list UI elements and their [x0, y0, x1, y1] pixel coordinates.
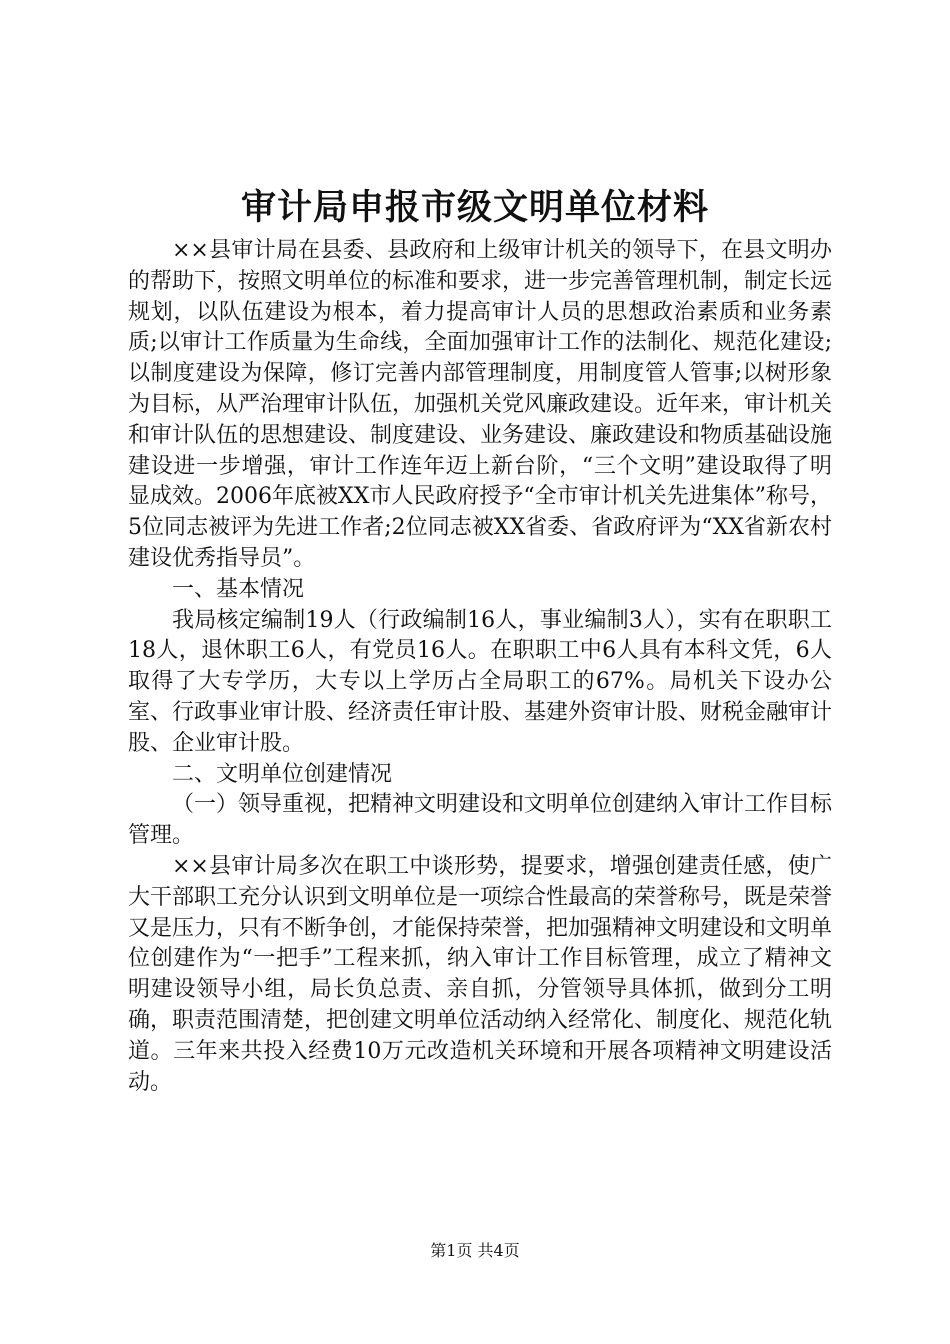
page-indicator: 第1页 共4页	[430, 1241, 520, 1260]
document-body	[128, 236, 832, 1098]
section-heading-basic-info: 一、基本情况	[172, 576, 305, 602]
section-heading-creation: 二、文明单位创建情况	[172, 761, 393, 787]
paragraph-intro: ××县审计局在县委、县政府和上级审计机关的领导下，在县文明办的帮助下，按照文明单位的标准和要求，进一步完善管理机制，制定长远规划，以队伍建设为根本，着力提高审计人员的思想政治素质和业务素质;以审计工作质量为生命线，全面加强审计工作的法制化、规范化建设;以制度建设为保障，修订完善内部管理制度，用制度管人管事;以树形象为目标，从严治理审计队伍，加强机关党风廉政建设。近年来，审计机关和审计队伍的思想建设、制度建设、业务建设、廉政建设和物质基础设施建设进一步增强，审计工作连年迈上新台阶，“三个文明”建设取得了明显成效。2006年底被XX市人民政府授予“全市审计机关先进集体”称号，5位同志被评为先进工作者;2位同志被XX省委、省政府评为“XX省新农村建设优秀指导员”。	[128, 238, 833, 571]
subsection-heading-leadership: （一）领导重视，把精神文明建设和文明单位创建纳入审计工作目标管理。	[128, 792, 833, 849]
document-title: 审计局申报市级文明单位材料	[240, 188, 709, 228]
paragraph-leadership: ××县审计局多次在职工中谈形势，提要求，增强创建责任感，使广大干部职工充分认识到文明单位是一项综合性最高的荣誉称号，既是荣誉又是压力，只有不断争创，才能保持荣誉，把加强精神文明建设和文明单位创建作为“一把手”工程来抓，纳入审计工作目标管理，成立了精神文明建设领导小组，局长负总责、亲自抓，分管领导具体抓，做到分工明确，职责范围清楚，把创建文明单位活动纳入经常化、制度化、规范化轨道。三年来共投入经费10万元改造机关环境和开展各项精神文明建设活动。	[128, 853, 833, 1095]
paragraph-basic-info: 我局核定编制19人（行政编制16人，事业编制3人），实有在职职工18人，退休职工6人，有党员16人。在职职工中6人具有本科文凭，6人取得了大专学历，大专以上学历占全局职工的67%。局机关下设办公室、行政事业审计股、经济责任审计股、基建外资审计股、财税金融审计股、企业审计股。	[128, 607, 833, 756]
